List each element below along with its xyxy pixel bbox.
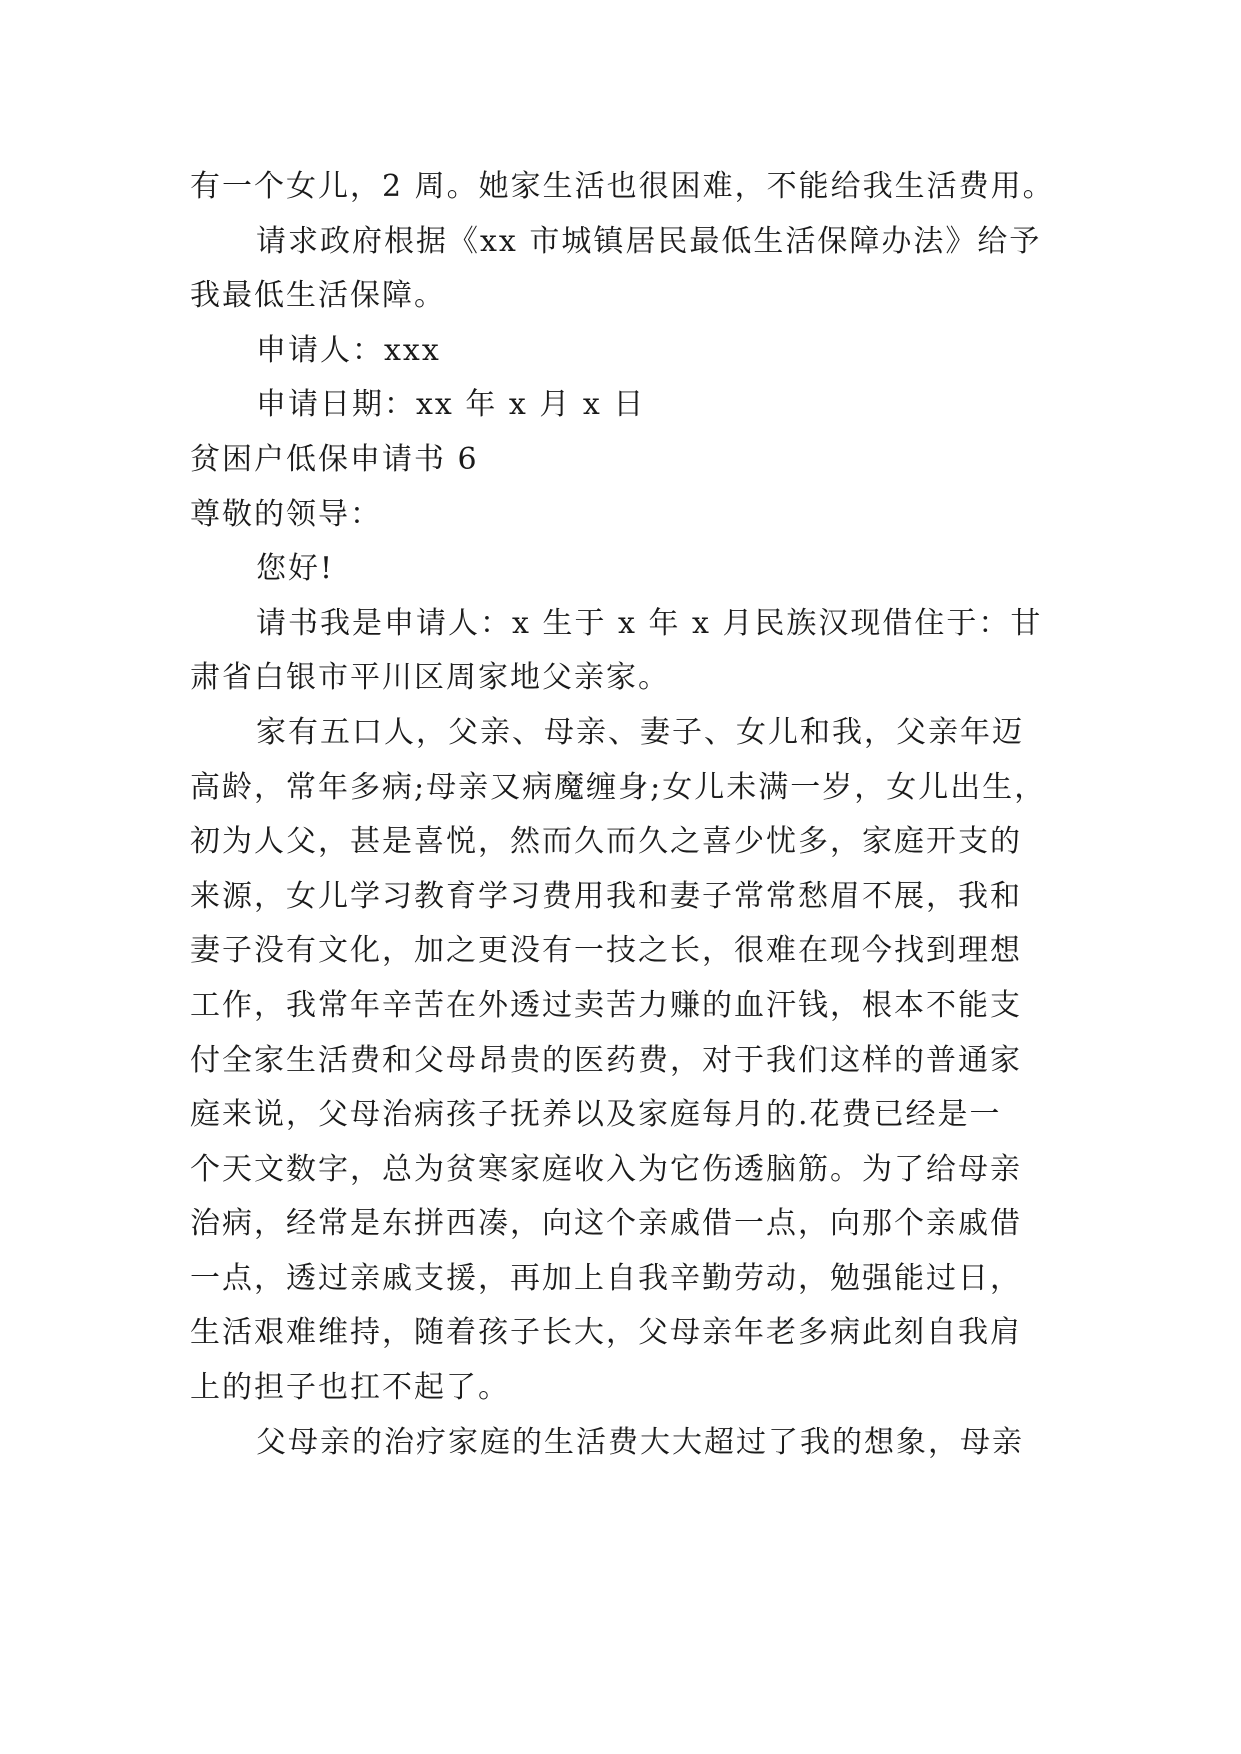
paragraph-line: 初为人父，甚是喜悦，然而久而久之喜少忧多，家庭开支的 [190, 824, 1022, 860]
paragraph-line: 父母亲的治疗家庭的生活费大大超过了我的想象，母亲 [256, 1424, 1024, 1460]
paragraph-line: 来源，女儿学习教育学习费用我和妻子常常愁眉不展，我和 [190, 878, 1022, 914]
applicant-line: 申请人：xxx [256, 332, 441, 368]
paragraph-line: 家有五口人，父亲、母亲、妻子、女儿和我，父亲年迈 [256, 714, 1024, 750]
paragraph-line: 请求政府根据《xx 市城镇居民最低生活保障办法》给予 [256, 223, 1042, 259]
paragraph-line: 一点，透过亲戚支援，再加上自我辛勤劳动，勉强能过日， [190, 1260, 1022, 1296]
salutation: 尊敬的领导： [190, 496, 382, 532]
document-body [190, 160, 1055, 1470]
paragraph-line: 肃省白银市平川区周家地父亲家。 [190, 660, 670, 696]
paragraph-line: 高龄，常年多病;母亲又病魔缠身;女儿未满一岁，女儿出生， [190, 769, 1047, 805]
paragraph-line: 个天文数字，总为贫寒家庭收入为它伤透脑筋。为了给母亲 [190, 1151, 1022, 1187]
paragraph-line: 我最低生活保障。 [190, 278, 446, 314]
paragraph-line: 请书我是申请人：x 生于 x 年 x 月民族汉现借住于：甘 [256, 605, 1043, 641]
paragraph-line: 庭来说，父母治病孩子抚养以及家庭每月的.花费已经是一 [190, 1097, 1002, 1133]
paragraph-line: 工作，我常年辛苦在外透过卖苦力赚的血汗钱，根本不能支 [190, 987, 1022, 1023]
paragraph-line: 妻子没有文化，加之更没有一技之长，很难在现今找到理想 [190, 933, 1022, 969]
paragraph-line: 有一个女儿，2 周。她家生活也很困难，不能给我生活费用。 [190, 169, 1055, 204]
section-title: 贫困户低保申请书 6 [190, 441, 479, 477]
paragraph-line: 付全家生活费和父母昂贵的医药费，对于我们这样的普通家 [190, 1042, 1022, 1078]
application-date-line: 申请日期：xx 年 x 月 x 日 [256, 387, 646, 423]
paragraph-line: 治病，经常是东拼西凑，向这个亲戚借一点，向那个亲戚借 [190, 1206, 1022, 1242]
paragraph-line: 生活艰难维持，随着孩子长大，父母亲年老多病此刻自我肩 [190, 1315, 1022, 1351]
greeting: 您好! [256, 551, 335, 587]
paragraph-line: 上的担子也扛不起了。 [190, 1370, 510, 1406]
